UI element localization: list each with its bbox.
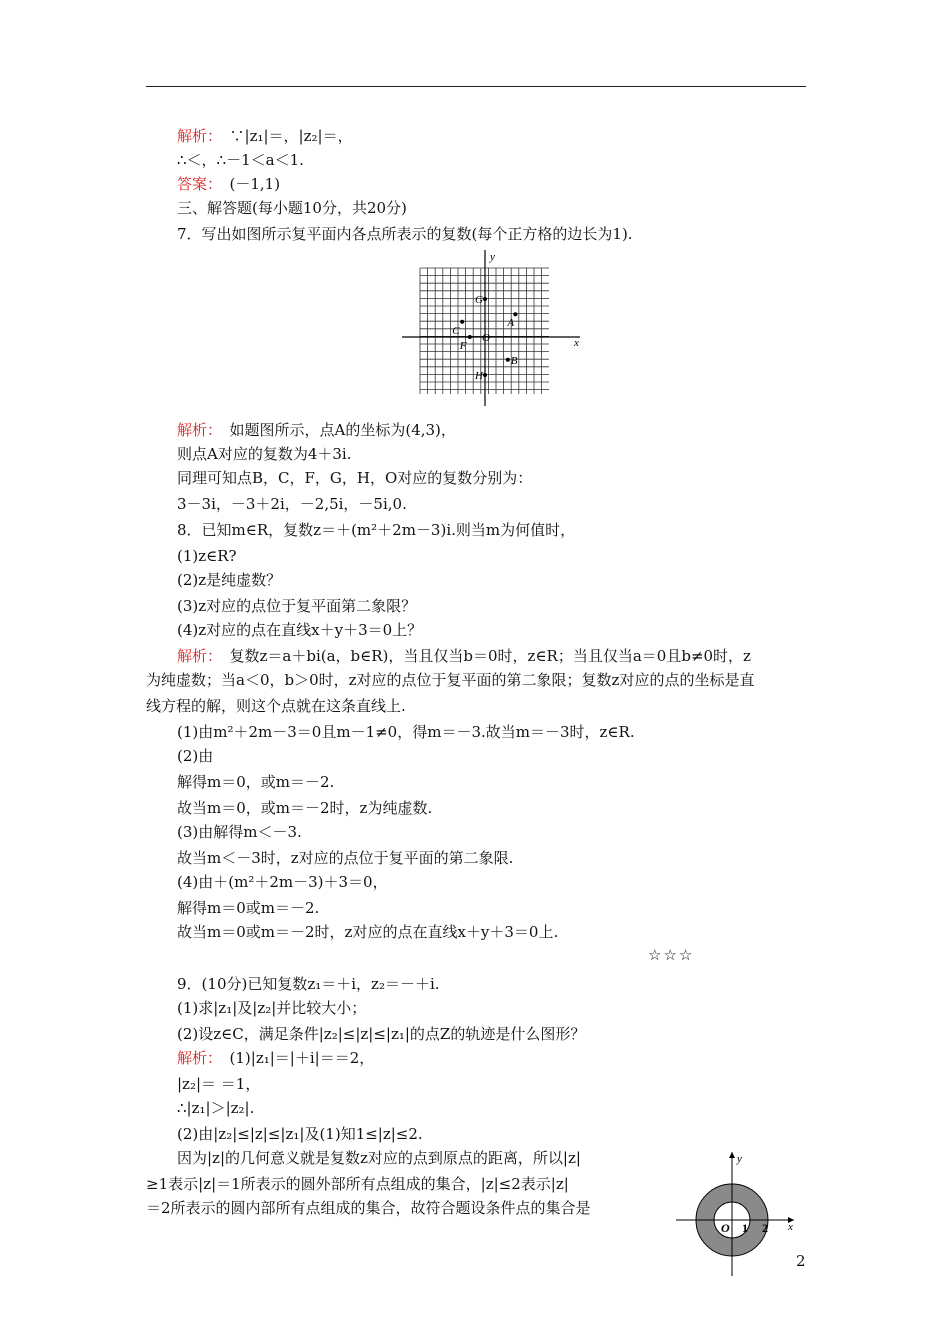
- text-run: (2)设z∈C，满足条件|z₂|≤|z|≤|z₁|的点Z的轨迹是什么图形？: [177, 1025, 586, 1043]
- header-rule: [146, 86, 806, 87]
- text-line: [177, 822, 302, 842]
- point-label-A: A: [507, 317, 515, 330]
- text-run: 故当m＝0或m＝－2时，z对应的点在直线x＋y＋3＝0上.: [177, 923, 559, 941]
- answer-label: 解析：: [177, 647, 215, 665]
- text-run: 解得m＝0，或m＝－2.: [177, 773, 335, 791]
- text-run: 7．写出如图所示复平面内各点所表示的复数(每个正方格的边长为1).: [177, 225, 633, 243]
- answer-label: 解析：: [177, 127, 215, 145]
- x-axis-label: x: [574, 337, 579, 349]
- point-C: [460, 320, 464, 324]
- text-run: 如题图所示，点A的坐标为(4,3)，: [214, 421, 456, 439]
- x-axis-label: x: [788, 1221, 793, 1233]
- text-run: (1)求|z₁|及|z₂|并比较大小；: [177, 999, 367, 1017]
- text-run: 线方程的解，则这个点就在这条直线上.: [146, 697, 406, 715]
- text-line: [177, 922, 558, 942]
- text-run: ∴|z₁|＞|z₂|.: [177, 1099, 255, 1117]
- text-run: 三、解答题(每小题10分，共20分): [177, 199, 407, 217]
- text-line: [177, 174, 280, 194]
- text-run: ＝2所表示的圆内部所有点组成的集合，故符合题设条件点的集合是: [146, 1199, 591, 1217]
- text-line: [146, 1174, 569, 1194]
- text-line: [177, 872, 388, 892]
- text-line: [177, 998, 366, 1018]
- text-run: (4)z对应的点在直线x＋y＋3＝0上？: [177, 621, 423, 639]
- point-F: [468, 335, 472, 339]
- text-line: [177, 1024, 585, 1044]
- text-line: [177, 620, 422, 640]
- text-run: (1)|z₁|＝|＋i|＝＝2，: [214, 1049, 375, 1067]
- origin-label: O: [721, 1221, 730, 1235]
- text-line: [177, 974, 440, 994]
- text-line: [177, 848, 513, 868]
- tick-label-1: 1: [742, 1221, 748, 1235]
- text-line: [177, 444, 352, 464]
- text-line: [177, 494, 407, 514]
- text-line: [177, 746, 213, 766]
- text-line: [177, 468, 532, 488]
- text-line: [177, 520, 575, 540]
- point-B: [506, 358, 510, 362]
- text-line: [177, 1098, 254, 1118]
- text-line: [177, 150, 304, 170]
- text-line: [146, 1198, 591, 1218]
- answer-label: 解析：: [177, 421, 215, 439]
- text-line: [177, 1074, 260, 1094]
- text-run: 解得m＝0或m＝－2.: [177, 899, 320, 917]
- y-axis-label: y: [490, 251, 495, 263]
- text-line: [177, 596, 416, 616]
- text-line: [177, 898, 319, 918]
- text-run: (1)z∈R?: [177, 547, 237, 565]
- point-H: [483, 373, 487, 377]
- text-run: 同理可知点B，C，F，G，H，O对应的复数分别为：: [177, 469, 533, 487]
- text-run: (－1,1): [214, 175, 281, 193]
- text-run: (2)由|z₂|≤|z|≤|z₁|及(1)知1≤|z|≤2.: [177, 1125, 423, 1143]
- text-line: [177, 1124, 423, 1144]
- y-axis-arrow: [729, 1152, 735, 1158]
- y-axis-label: y: [737, 1153, 742, 1165]
- text-run: (3)由解得m＜－3.: [177, 823, 302, 841]
- text-run: 则点A对应的复数为4＋3i.: [177, 445, 352, 463]
- text-run: 9．(10分)已知复数z₁＝＋i，z₂＝－＋i.: [177, 975, 440, 993]
- text-run: 故当m＜－3时，z对应的点位于复平面的第二象限.: [177, 849, 514, 867]
- text-run: (3)z对应的点位于复平面第二象限？: [177, 597, 417, 615]
- text-line: [177, 772, 334, 792]
- text-run: (2)由: [177, 747, 214, 765]
- text-run: 故当m＝0，或m＝－2时，z为纯虚数.: [177, 799, 433, 817]
- text-line: [146, 696, 406, 716]
- text-run: 因为|z|的几何意义就是复数z对应的点到原点的距离，所以|z|: [177, 1149, 581, 1167]
- text-run: 复数z＝a＋bi(a，b∈R)，当且仅当b＝0时，z∈R；当且仅当a＝0且b≠0时，z: [214, 647, 751, 665]
- text-line: [146, 670, 754, 690]
- text-line: [177, 570, 281, 590]
- text-run: (4)由＋(m²＋2m－3)＋3＝0，: [177, 873, 388, 891]
- point-label-H: H: [475, 370, 483, 382]
- answer-label: 答案：: [177, 175, 215, 193]
- section-stars: ☆☆☆: [648, 946, 695, 964]
- text-line: [177, 420, 456, 440]
- text-line: [177, 546, 237, 566]
- answer-label: 解析：: [177, 1049, 215, 1067]
- text-run: 8．已知m∈R，复数z＝＋(m²＋2m－3)i.则当m为何值时，: [177, 521, 576, 539]
- text-line: [177, 1048, 374, 1068]
- text-line: [177, 224, 633, 244]
- origin-label: O: [482, 332, 490, 344]
- text-line: [177, 646, 751, 666]
- text-line: [177, 126, 353, 146]
- point-label-B: B: [510, 354, 518, 367]
- text-run: |z₂|＝ ＝1，: [177, 1075, 261, 1093]
- text-run: (1)由m²＋2m－3＝0且m－1≠0，得m＝－3.故当m＝－3时，z∈R.: [177, 723, 635, 741]
- point-label-G: G: [475, 294, 483, 306]
- text-run: ∵|z₁|＝，|z₂|＝，: [214, 127, 353, 145]
- text-line: [177, 1148, 581, 1168]
- text-run: ≥1表示|z|＝1所表示的圆外部所有点组成的集合，|z|≤2表示|z|: [146, 1175, 569, 1193]
- text-line: [177, 798, 432, 818]
- annulus-figure: [672, 1148, 802, 1278]
- text-run: 为纯虚数；当a＜0，b＞0时，z对应的点位于复平面的第二象限；复数z对应的点的坐标是直: [146, 671, 755, 689]
- point-label-F: F: [459, 340, 467, 352]
- text-line: [177, 198, 407, 218]
- text-line: [177, 722, 635, 742]
- text-run: (2)z是纯虚数？: [177, 571, 282, 589]
- text-run: ∴＜，∴－1＜a＜1.: [177, 151, 304, 169]
- complex-plane-grid-figure: [400, 248, 590, 408]
- point-A: [513, 312, 517, 316]
- point-G: [483, 297, 487, 301]
- text-run: 3－3i，－3＋2i，－2,5i，－5i,0.: [177, 495, 407, 513]
- tick-label-2: 2: [762, 1221, 768, 1235]
- page-number: 2: [796, 1252, 806, 1270]
- point-label-C: C: [452, 324, 460, 337]
